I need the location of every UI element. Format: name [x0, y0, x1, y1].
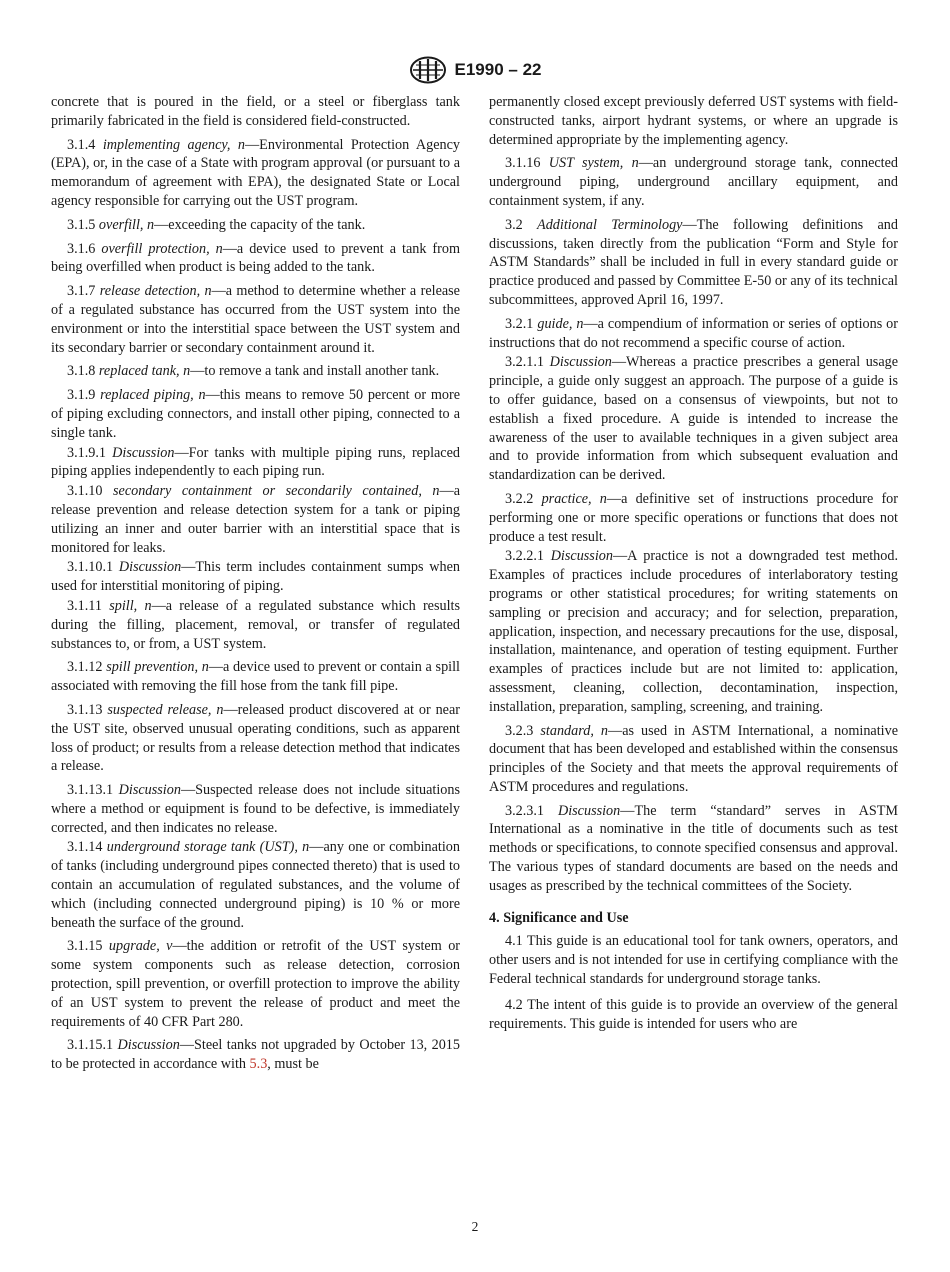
- defined-term: Discussion: [557, 802, 621, 819]
- defined-term: suspected release, n: [107, 701, 224, 718]
- paragraph-text: —A practice is not a downgraded test method. Examples of practices include procedures of interlaboratory testing programs or other statistical procedures; for writing statements on sampling or precision and accuracy; and for selection, preparation, application, inspection, and necessary precautions for the use, disposal, installation, maintenance, and operation of testing equipment. Further examples of practices include but are not limited to: application, assessment, cleaning, collection, decontamination, inspection, installation, preparation, sampling, screening, and training.: [489, 548, 898, 715]
- defined-term: underground storage tank (UST), n: [106, 839, 310, 856]
- cross-reference-link[interactable]: 5.3: [249, 1056, 268, 1073]
- clause-number: 3.2.3: [505, 722, 534, 739]
- clause-number: 3.1.15: [67, 938, 103, 955]
- defined-term: implementing agency, n: [102, 136, 245, 153]
- paragraph-text: —released product discovered at or near the UST site, observed unusual operating conditions, such as apparent loss of product; or results from a release detection method that indicates a release.: [51, 701, 461, 775]
- clause-number: 3.1.6: [67, 240, 96, 257]
- paragraph-text: —this means to remove 50 percent or more of piping excluding connectors, and install other piping, connected to a single tank.: [51, 387, 460, 441]
- defined-term: guide, n: [537, 315, 584, 332]
- clause-number: 3.1.5: [67, 216, 96, 233]
- paragraph-text: —The term “standard” serves in ASTM International as a nominative in the title of documents such as test methods or specifications, to connote specified consensus and approval. The various types of standard documents are based on the needs and usages as prescribed by the technical committees of the Society.: [489, 802, 899, 894]
- clause-number: 3.2: [505, 216, 523, 233]
- paragraph-text: —the addition or retrofit of the UST system or some system components such as release detection, corrosion protection, spill prevention, or overfill protection to improve the ability of an UST system to prevent the release of product and meet the requirements of 40 CFR Part 280.: [51, 938, 461, 1030]
- section-heading: 4. Significance and Use: [489, 909, 629, 926]
- defined-term: standard, n: [540, 722, 608, 739]
- paragraph: [489, 722, 898, 797]
- paragraph: [51, 1036, 460, 1074]
- standard-designation: E1990 – 22: [454, 60, 542, 79]
- paragraph: [489, 547, 898, 716]
- paragraph-text: , must be: [267, 1056, 319, 1073]
- paragraph-text: concrete that is poured in the field, or a steel or fiberglass tank primarily fabricated in the field is considered field-constructed.: [51, 94, 460, 129]
- paragraph-text: —a compendium of information or series of options or instructions that do not recommend a specific course of action.: [489, 315, 899, 351]
- clause-number: 3.1.9.1: [67, 444, 107, 461]
- paragraph: [489, 490, 898, 546]
- paragraph-text: —For tanks with multiple piping runs, replaced piping applies independently to each piping run.: [51, 444, 460, 480]
- paragraph: [51, 597, 460, 653]
- paragraph: [51, 658, 460, 696]
- paragraph-text: —Steel tanks not upgraded by October 13, 2015 to be protected in accordance with: [51, 1037, 460, 1073]
- clause-number: 3.1.11: [67, 597, 102, 614]
- right-column: [489, 93, 898, 1040]
- paragraph: [51, 482, 460, 557]
- paragraph-text: —This term includes containment sumps when used for interstitial monitoring of piping.: [51, 559, 461, 595]
- clause-number: 3.2.1.1: [505, 354, 545, 371]
- paragraph: [489, 154, 898, 210]
- clause-number: 3.2.2: [505, 490, 534, 507]
- clause-number: 3.1.13: [67, 701, 103, 718]
- defined-term: overfill, n: [98, 216, 155, 233]
- clause-number: 3.2.2.1: [505, 548, 545, 565]
- paragraph: [489, 996, 898, 1034]
- defined-term: overfill protection, n: [101, 240, 223, 257]
- paragraph-text: —The following definitions and discussions, taken directly from the publication “Form and Style for ASTM Standards” shall be included in full in every standard guide or practice produced and passed by Committee E-50 or any of its technical subcommittees, approved April 16, 1997.: [489, 216, 898, 308]
- defined-term: upgrade, v: [108, 938, 173, 955]
- defined-term: UST system, n: [548, 155, 639, 172]
- clause-number: 3.1.13.1: [67, 782, 114, 799]
- paragraph-text: —a method to determine whether a release of a regulated substance has occurred from the UST system into the environment or into the interstitial space between the UST system and its secondary barrier or secondary containment around it.: [51, 283, 460, 356]
- paragraph: [489, 93, 898, 149]
- paragraph-text: The intent of this guide is to provide an overview of the general requirements. This guide is intended for users who are: [489, 996, 898, 1032]
- paragraph-text: permanently closed except previously deferred UST systems with field-constructed tanks, airport hydrant systems, or where an upgrade is determined appropriate by the implementing agency.: [489, 94, 898, 148]
- defined-term: Discussion: [550, 548, 613, 565]
- defined-term: Discussion: [112, 444, 175, 461]
- paragraph-text: —exceeding the capacity of the tank.: [154, 216, 366, 233]
- defined-term: replaced tank, n: [98, 363, 191, 380]
- paragraph-text: —any one or combination of tanks (including underground pipes connected thereto) that is used to contain an accumulation of regulated substances, and the volume of which (including connected underground piping) is 10 % or more beneath the surface of the ground.: [51, 839, 460, 931]
- defined-term: Discussion: [117, 1037, 180, 1054]
- astm-logo-icon: [409, 56, 447, 84]
- clause-number: 3.1.8: [67, 363, 96, 380]
- defined-term: secondary containment or secondarily contained, n: [113, 483, 440, 500]
- defined-term: release detection, n: [99, 283, 212, 300]
- paragraph: [489, 932, 898, 988]
- paragraph-text: —Suspected release does not include situations where a method or equipment is found to be defective, is immediately corrected, and then indicates no release.: [51, 782, 461, 836]
- paragraph: [51, 362, 460, 381]
- defined-term: Additional Terminology: [537, 216, 683, 233]
- page-header: [0, 55, 950, 85]
- clause-number: 3.1.7: [67, 283, 96, 300]
- defined-term: Discussion: [118, 559, 182, 576]
- defined-term: replaced piping, n: [100, 387, 206, 404]
- paragraph: [489, 216, 898, 310]
- paragraph: [51, 838, 460, 932]
- paragraph: [51, 216, 460, 235]
- paragraph: [51, 444, 460, 482]
- clause-number: 3.1.14: [67, 839, 103, 856]
- defined-term: Discussion: [549, 354, 612, 371]
- paragraph-text: —an underground storage tank, connected underground piping, underground ancillary equipment, and containment system, if any.: [489, 155, 899, 209]
- page-number: 2: [471, 1219, 479, 1234]
- defined-term: spill, n: [109, 597, 152, 614]
- paragraph: [51, 282, 460, 357]
- defined-term: Discussion: [118, 782, 181, 799]
- paragraph: [51, 386, 460, 442]
- paragraph-text: —a release prevention and release detection system for a tank or piping utilizing an inner and outer barrier with an interstitial space that is monitored for leaks.: [51, 483, 460, 556]
- clause-number: 3.1.10.1: [67, 559, 114, 576]
- clause-number: 3.1.9: [67, 387, 96, 404]
- clause-number: 3.1.15.1: [67, 1037, 114, 1054]
- paragraph-text: —a device used to prevent or contain a spill associated with removing the fill hose from the tank fill pipe.: [51, 659, 461, 695]
- paragraph-text: —as used in ASTM International, a nominative document that has been developed and established within the consensus principles of the Society and that meets the approval requirements of ASTM procedures and regulations.: [489, 722, 898, 795]
- paragraph: [51, 701, 460, 776]
- clause-number: 3.1.10: [67, 483, 103, 500]
- defined-term: practice, n: [541, 490, 607, 507]
- clause-number: 3.1.12: [67, 659, 103, 676]
- clause-number: 3.2.3.1: [505, 802, 545, 819]
- paragraph-text: —Whereas a practice prescribes a general usage principle, a guide only suggest an approach. The purpose of a guide is to offer guidance, based on a consensus of viewpoints, but not to establish a fixed procedure. A guide is intended to increase the awareness of the user to available techniques in a given subject area and to provide information from which subsequent evaluation and standardization can be derived.: [489, 354, 899, 484]
- paragraph: [51, 781, 460, 837]
- left-column: [51, 93, 460, 1075]
- clause-number: 3.1.16: [505, 155, 541, 172]
- paragraph: [489, 802, 898, 896]
- paragraph: [51, 240, 460, 278]
- paragraph: [51, 136, 460, 211]
- paragraph: [51, 937, 460, 1031]
- paragraph-text: —Environmental Protection Agency (EPA), or, in the case of a State with program approval (or pursuant to a memorandum of agreement with EPA), the designated State or Local agency responsible for carrying out the UST program.: [51, 136, 461, 209]
- paragraph: [51, 93, 460, 131]
- paragraph-text: —a device used to prevent a tank from being overfilled when product is being added to the tank.: [51, 240, 461, 276]
- paragraph-text: This guide is an educational tool for tank owners, operators, and other users and is not intended for use in certifying compliance with the Federal technical standards for underground storage tanks.: [489, 933, 898, 988]
- clause-number: 3.1.4: [67, 136, 96, 153]
- clause-number: 4.2: [505, 996, 523, 1013]
- clause-number: 4.1: [505, 933, 523, 950]
- defined-term: spill prevention, n: [106, 659, 209, 676]
- paragraph: [489, 353, 898, 485]
- clause-number: 3.2.1: [505, 315, 534, 332]
- paragraph-text: —to remove a tank and install another tank.: [190, 363, 440, 380]
- paragraph: [489, 315, 898, 353]
- paragraph: [51, 558, 460, 596]
- paragraph-text: —a definitive set of instructions procedure for performing one or more specific operations or functions that does not produce a test result.: [489, 490, 898, 545]
- paragraph-text: —a release of a regulated substance which results during the filling, placement, removal, or transfer of regulated substances to, or from, a UST system.: [51, 597, 460, 652]
